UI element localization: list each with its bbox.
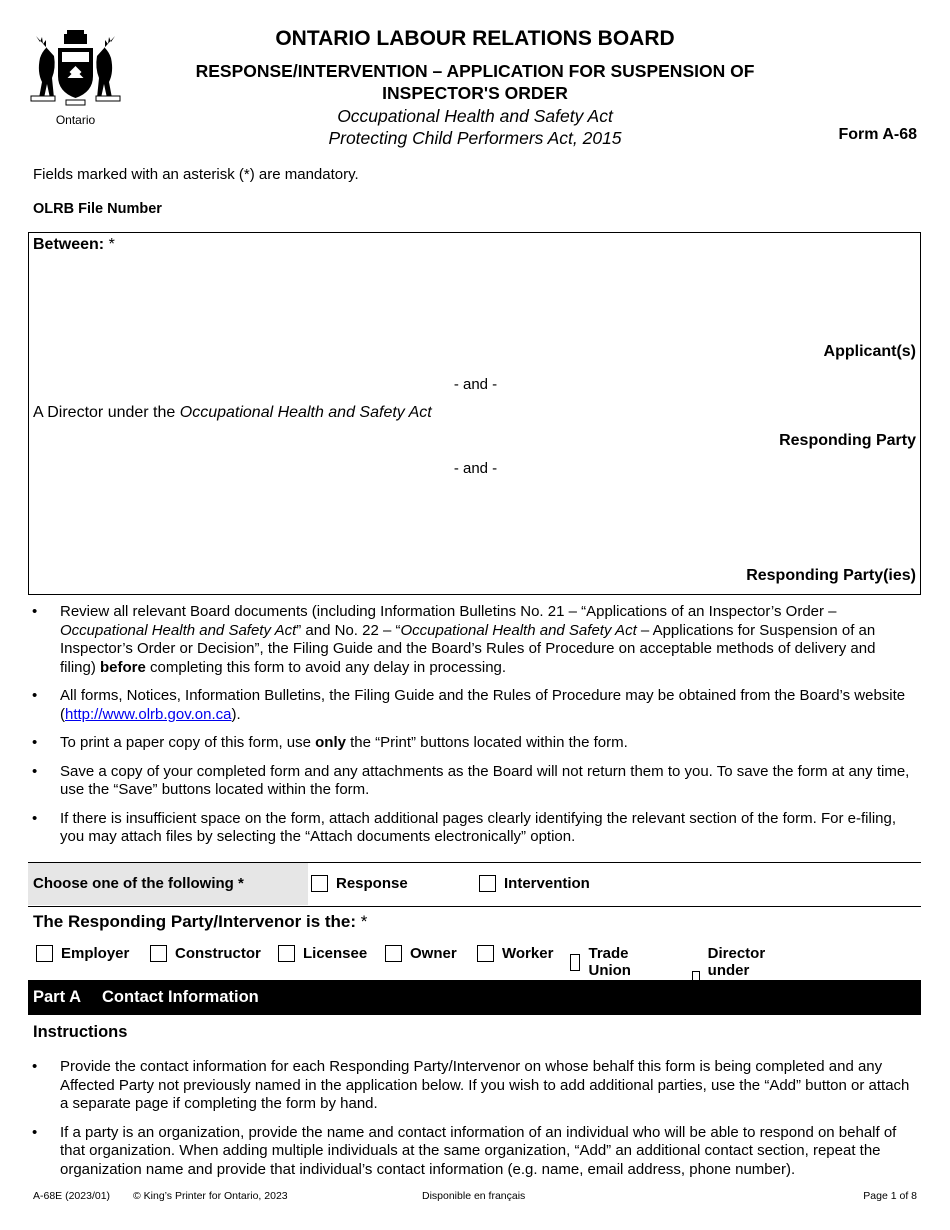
role-licensee[interactable]: Licensee [278, 945, 367, 962]
bullet-save: • Save a copy of your completed form and any attachments as the Board will not return them to you. To save the form at any time, use the “Save” buttons located within the form. [30, 763, 910, 800]
role-owner[interactable]: Owner [385, 945, 457, 962]
role-worker[interactable]: Worker [477, 945, 553, 962]
subtitle-line-1: RESPONSE/INTERVENTION – APPLICATION FOR SUSPENSION OF [195, 61, 755, 81]
act-names [150, 105, 800, 149]
bullet-forms-website: • All forms, Notices, Information Bulletins, the Filing Guide and the Rules of Procedure may be obtained from the Board’s website (http://www.olrb.gov.on.ca). [30, 687, 910, 724]
form-code: A-68E (2023/01) [33, 1190, 111, 1202]
role-employer[interactable]: Employer [36, 945, 129, 962]
applicants-label: Applicant(s) [823, 343, 916, 360]
trade-union-checkbox[interactable] [570, 954, 580, 971]
role-trade-union[interactable]: Trade Union [570, 945, 638, 979]
constructor-checkbox[interactable] [150, 945, 167, 962]
part-a-instructions [30, 1058, 915, 1189]
bullet-review-documents: • Review all relevant Board documents (including Information Bulletins No. 21 – “Applications of an Inspector’s Order – Occupational Health and Safety Act” and No. 22 – “Occupational Health and Safety Act – Applications for Suspension of an Inspector’s Order or Decision”, the Filing Guide and the Board’s Rules of Procedure on acceptable methods of delivery and filing) before completing this form to avoid any delay in processing. [30, 603, 910, 677]
bullet-insufficient-space: • If there is insufficient space on the form, attach additional pages clearly identifying the relevant section of the form. For e-filing, you may attach files by selecting the “Attach documents electronically” option. [30, 810, 910, 847]
responding-party-label: Responding Party [779, 432, 916, 449]
licensee-checkbox[interactable] [278, 945, 295, 962]
board-title: ONTARIO LABOUR RELATIONS BOARD [275, 27, 675, 50]
act-2: Protecting Child Performers Act, 2015 [328, 128, 622, 148]
employer-checkbox[interactable] [36, 945, 53, 962]
role-constructor[interactable]: Constructor [150, 945, 261, 962]
response-checkbox[interactable] [311, 875, 328, 892]
worker-checkbox[interactable] [477, 945, 494, 962]
director-line: A Director under the Occupational Health and Safety Act [33, 404, 432, 421]
between-section [28, 232, 921, 595]
form-number: Form A-68 [838, 126, 917, 143]
subtitle-line-2: INSPECTOR'S ORDER [382, 83, 568, 103]
choose-label-cell [28, 863, 308, 905]
olrb-website-link[interactable]: http://www.olrb.gov.on.ca [65, 705, 232, 723]
choose-label: Choose one of the following * [33, 875, 244, 892]
file-number-label: OLRB File Number [33, 201, 162, 217]
part-a-title: Contact Information [102, 988, 259, 1006]
intervention-option[interactable]: Intervention [479, 875, 590, 892]
mandatory-notice: Fields marked with an asterisk (*) are mandatory. [33, 166, 359, 183]
form-subtitle [150, 60, 800, 104]
and-separator-2: - and - [453, 460, 498, 477]
french-available: Disponible en français [422, 1190, 526, 1202]
part-a-header [28, 980, 921, 1015]
instructions-heading: Instructions [33, 1023, 128, 1041]
act-1: Occupational Health and Safety Act [337, 106, 613, 126]
instruction-bullets [30, 603, 910, 857]
bullet-print: • To print a paper copy of this form, use only the “Print” buttons located within the form. [30, 734, 910, 753]
responding-party-type-label: The Responding Party/Intervenor is the: * [33, 912, 368, 931]
response-option[interactable]: Response [311, 875, 408, 892]
instruction-organization: • If a party is an organization, provide the name and contact information of an individual who will be able to respond on behalf of that organization. When adding multiple individuals at the same organization, “Add” an additional contact section, repeat the organization name and provide that individual’s contact information (e.g. name, email address, phone number). [30, 1124, 915, 1180]
and-separator-1: - and - [453, 376, 498, 393]
choose-one-row [28, 862, 921, 907]
instruction-contact-info: • Provide the contact information for each Responding Party/Intervenor on whose behalf this form is being completed and any Affected Party not previously named in the application below. If you wish to add additional parties, use the “Add” button or attach a separate page if completing the form by hand. [30, 1058, 915, 1114]
page-number: Page 1 of 8 [863, 1190, 917, 1202]
copyright: © King’s Printer for Ontario, 2023 [133, 1190, 288, 1202]
owner-checkbox[interactable] [385, 945, 402, 962]
between-label: Between: * [33, 236, 115, 253]
role-director-ohsa[interactable]: Director under [692, 945, 775, 1013]
part-a-label: Part A [33, 988, 81, 1006]
intervention-checkbox[interactable] [479, 875, 496, 892]
responding-parties-label: Responding Party(ies) [746, 567, 916, 584]
logo-caption: Ontario [55, 113, 96, 127]
